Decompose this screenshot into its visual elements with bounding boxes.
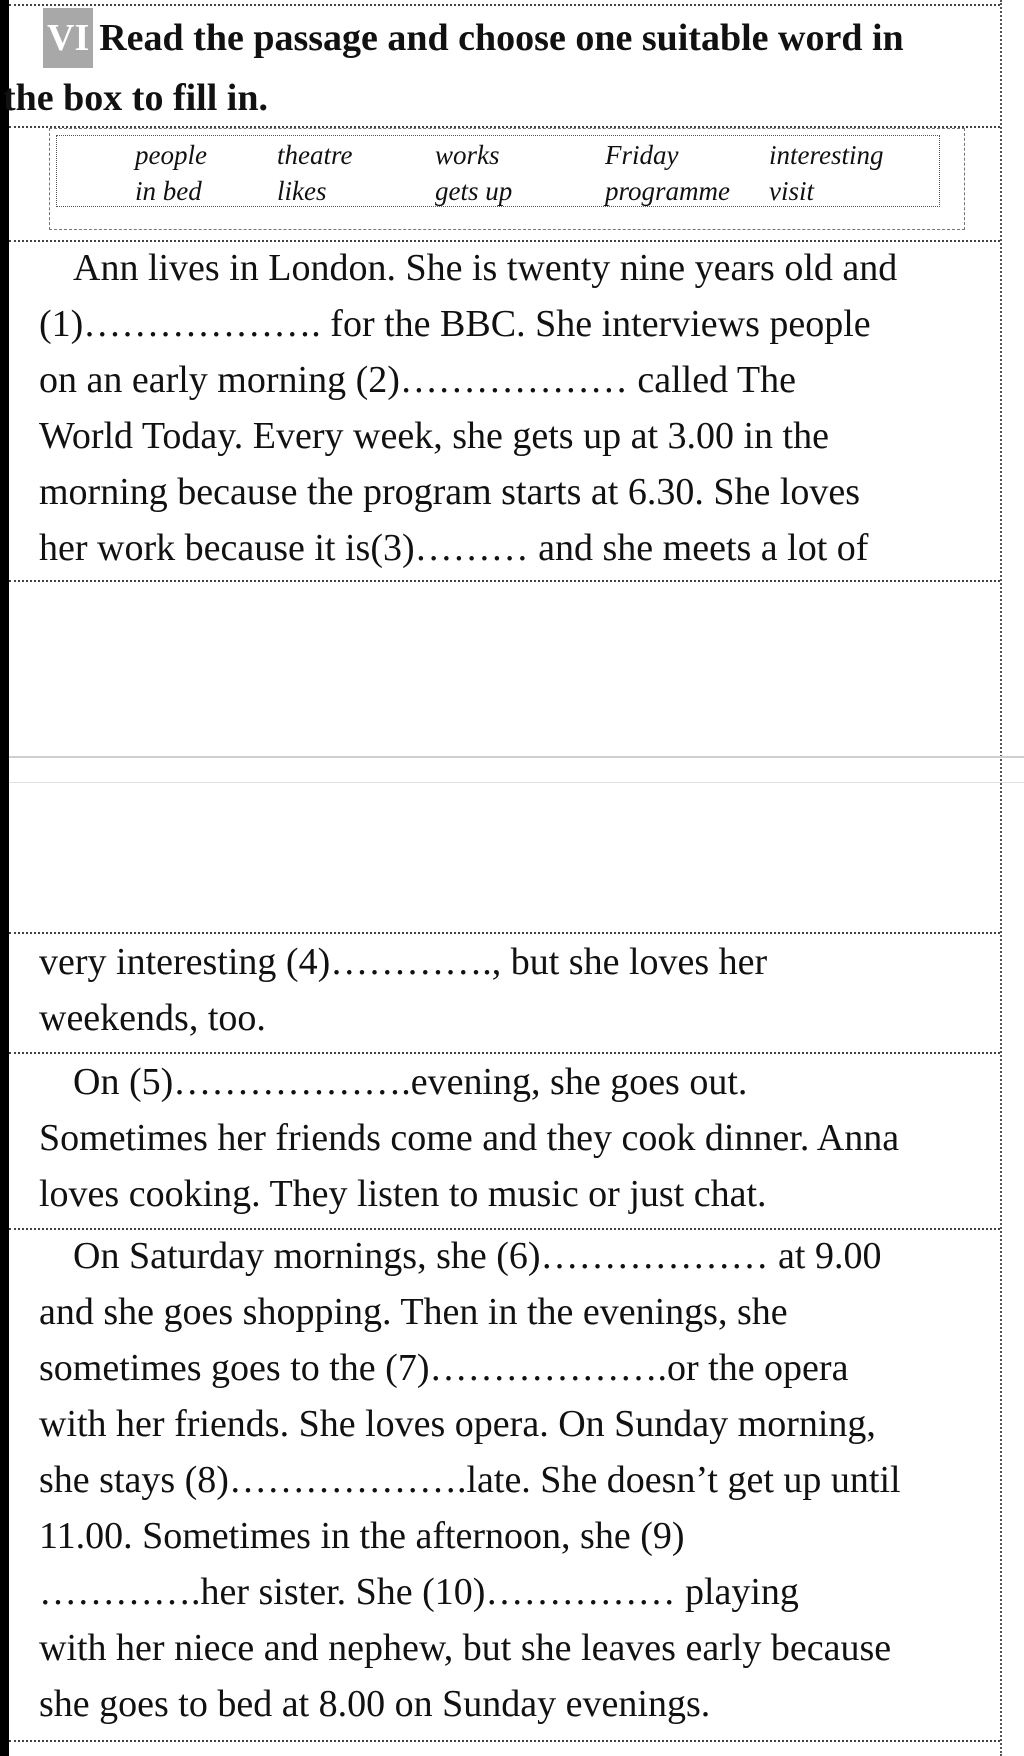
document-page [3,0,1024,1756]
word-option: theatre [277,140,353,170]
word-box-inner [56,135,940,207]
title-line-1: Read the passage and choose one suitable word in [99,17,904,59]
section-number: VI [43,8,93,68]
text-line: morning because the program starts at 6.30. She loves [39,471,861,513]
page-break-line [9,756,1024,758]
divider [9,580,1000,582]
text-line: On Saturday mornings, she (6)……………… at 9.00 [73,1235,882,1277]
word-option: interesting [769,140,884,170]
text-line: ………….her sister. She (10)…………… playing [39,1571,799,1613]
text-line: Sometimes her friends come and they cook dinner. Anna [39,1117,900,1159]
word-option: visit [769,176,814,206]
word-option: programme [605,176,730,206]
passage-paragraph-1 [39,240,1009,576]
word-option: likes [277,176,327,206]
text-line: loves cooking. They listen to music or just chat. [39,1173,767,1215]
word-option: works [435,140,500,170]
text-line: On (5)……………….evening, she goes out. [73,1061,748,1103]
word-box [49,128,965,230]
text-line: she stays (8)……………….late. She doesn’t get up until [39,1459,901,1501]
text-line: 11.00. Sometimes in the afternoon, she (9) [39,1515,685,1557]
word-option: gets up [435,176,513,206]
text-line: Ann lives in London. She is twenty nine years old and [73,247,898,289]
left-margin-bar [0,0,9,1756]
title-line-2: the box to fill in. [3,77,268,119]
text-line: on an early morning (2)……………… called The [39,359,796,401]
page-break-line [9,782,1024,783]
exercise-title [3,4,1000,126]
word-option: in bed [135,176,202,206]
text-line: sometimes goes to the (7)……………….or the opera [39,1347,849,1389]
text-line: and she goes shopping. Then in the evenings, she [39,1291,788,1333]
divider [9,1740,1000,1742]
text-line: World Today. Every week, she gets up at 3.00 in the [39,415,829,457]
text-line: weekends, too. [39,997,266,1039]
text-line: with her niece and nephew, but she leaves early because [39,1627,892,1669]
word-option: people [135,140,207,170]
text-line: she goes to bed at 8.00 on Sunday evenings. [39,1683,711,1725]
word-option: Friday [605,140,679,170]
passage-paragraph-4 [39,1228,1009,1732]
text-line: very interesting (4)…………., but she loves her [39,941,768,983]
text-line: (1)………………. for the BBC. She interviews people [39,303,871,345]
passage-paragraph-3 [39,1054,1009,1222]
text-line: her work because it is(3)……… and she meets a lot of [39,527,869,569]
passage-paragraph-2 [39,934,1009,1046]
text-line: with her friends. She loves opera. On Sunday morning, [39,1403,876,1445]
